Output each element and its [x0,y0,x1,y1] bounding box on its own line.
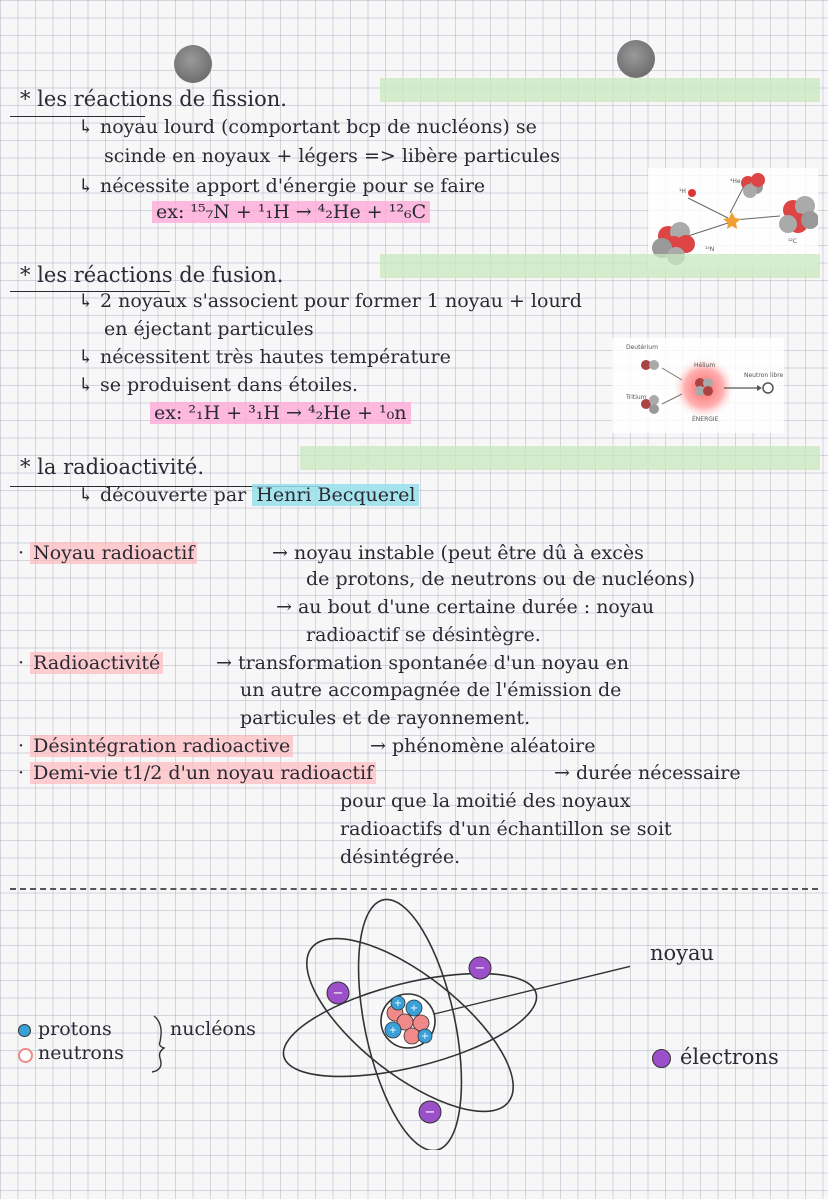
proton-sign: + [388,1025,398,1036]
radio-title: * la radioactivité. [20,455,205,479]
radio-highlight [300,446,820,470]
desint-term: · Désintégration radioactive [18,735,293,757]
fission-line-2: scinde en noyaux + légers => libère particules [104,145,560,167]
fusion-highlight [380,254,820,278]
demi-term: · Demi-vie t1/2 d'un noyau radioactif [18,762,376,784]
fission-highlight [380,78,820,102]
fusion-line-4: ↳ se produisent dans étoiles. [78,374,359,396]
fusion-label-helium: Hélium [694,362,716,369]
fission-label-h: ¹H [679,188,686,195]
fusion-line-3: ↳ nécessitent très hautes température [78,346,451,368]
electron-sign: − [474,961,486,976]
fusion-example: ex: ²₁H + ³₁H → ⁴₂He + ¹₀n [150,402,411,424]
fission-label-n: ¹⁵N [705,246,715,253]
radio-def-c: particules et de rayonnement. [240,707,531,729]
fission-line-3: ↳ nécessite apport d'énergie pour se faire [78,175,486,197]
label-electrons: électrons [680,1045,779,1069]
fission-label-he: ⁴He [730,178,741,185]
noyau-pointer [430,962,630,1015]
fission-label-c: ¹²C [788,238,797,245]
desint-def-a: → phénomène aléatoire [370,735,596,757]
legend-protons: protons [38,1018,112,1040]
demi-def-c: radioactifs d'un échantillon se soit [340,818,672,840]
becquerel-name: Henri Becquerel [252,484,419,506]
demi-def-b: pour que la moitié des noyaux [340,790,631,812]
proton-sign: + [420,1031,430,1042]
noyau-def-c: → au bout d'une certaine durée : noyau [276,596,655,618]
legend-brace [150,1014,170,1074]
fusion-title: * les réactions de fusion. [20,263,284,287]
demi-def-d: désintégrée. [340,846,461,868]
binder-hole-right [617,40,655,78]
fission-title: * les réactions de fission. [20,87,287,111]
noyau-def-b: de protons, de neutrons ou de nucléons) [306,568,696,590]
proton-sign: + [409,1003,419,1014]
radio-discovered: ↳ découverte par Henri Becquerel [78,484,419,506]
proton-sign: + [393,998,403,1009]
atom-diagram [280,890,630,1150]
fusion-label-deuterium: Deutérium [626,344,658,351]
label-noyau: noyau [650,941,715,965]
proton-legend-dot [18,1024,31,1037]
fusion-line-1: ↳ 2 noyaux s'associent pour former 1 noyau + lourd [78,290,582,312]
legend-neutrons: neutrons [38,1042,124,1064]
noyau-def-a: → noyau instable (peut être dû à excès [272,542,644,564]
electron-legend-dot [652,1049,671,1068]
electron-sign: − [332,986,344,1001]
noyau-def-d: radioactif se désintègre. [306,624,541,646]
binder-hole-left [174,45,212,83]
nucleus [381,994,435,1048]
radio-term: · Radioactivité [18,652,163,674]
fission-example: ex: ¹⁵₇N + ¹₁H → ⁴₂He + ¹²₆C [152,201,430,223]
fission-line-1: ↳ noyau lourd (comportant bcp de nucléons) se [78,116,537,138]
radio-def-a: → transformation spontanée d'un noyau en [216,652,630,674]
neutron-legend-dot [18,1048,33,1063]
electron-sign: − [424,1105,436,1120]
fusion-line-2: en éjectant particules [104,318,314,340]
fusion-label-neutron: Neutron libre [744,372,784,379]
fusion-label-tritium: Tritium [626,394,647,401]
radio-def-b: un autre accompagnée de l'émission de [240,679,622,701]
legend-nucleons: nucléons [170,1018,256,1040]
fusion-label-energy: ÉNERGIE [692,416,719,423]
noyau-term: · Noyau radioactif [18,542,197,564]
demi-def-a: → durée nécessaire [554,762,741,784]
